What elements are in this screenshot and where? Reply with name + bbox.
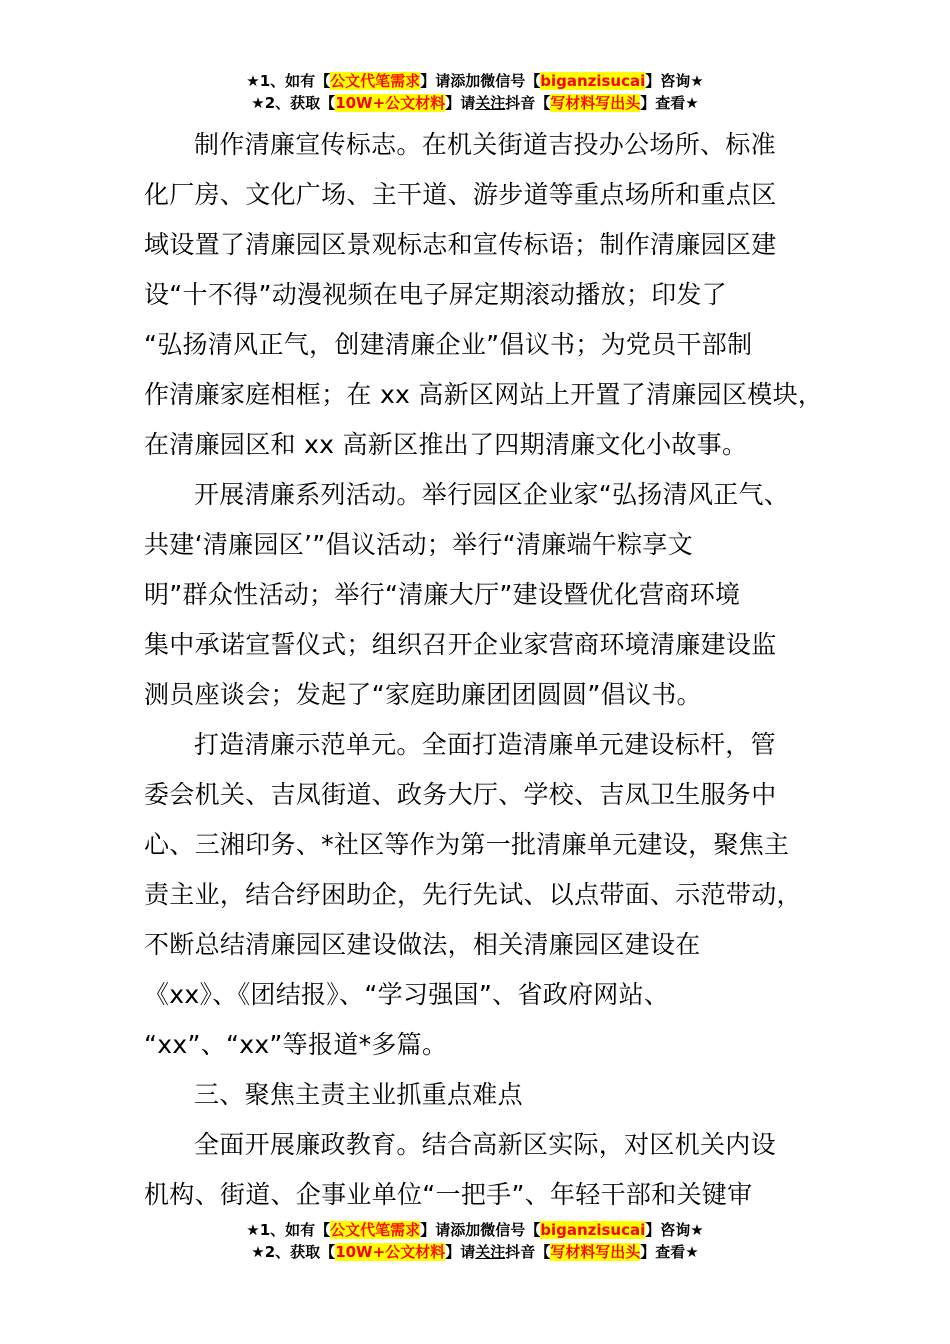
banner-highlight: 10W+公文材料 xyxy=(335,94,446,112)
paragraph-line: 《xx》、《团结报》、“学习强国”、省政府网站、 xyxy=(144,980,670,1009)
paragraph-line: 责主业，结合纾困助企，先行先试、以点带面、示范带动， xyxy=(144,880,802,909)
paragraph-line: 不断总结清廉园区建设做法，相关清廉园区建设在 xyxy=(144,930,701,959)
banner-highlight: 公文代笔需求 xyxy=(330,1221,421,1239)
douyin-id-highlight: 写材料写出头 xyxy=(550,1243,641,1261)
banner-highlight: 10W+公文材料 xyxy=(335,1243,446,1261)
paragraph-line: 机构、街道、企事业单位“一把手”、年轻干部和关键审 xyxy=(144,1180,753,1209)
banner-text: 】查看★ xyxy=(640,1243,699,1261)
banner-text: 】咨询★ xyxy=(645,1221,704,1239)
banner-text: 】请添加微信号【 xyxy=(420,72,541,90)
paragraph-line: 打造清廉示范单元。全面打造清廉单元建设标杆，管 xyxy=(194,730,776,759)
banner-underlined-text: 关注 xyxy=(475,94,506,112)
banner-text: 】请添加微信号【 xyxy=(420,1221,541,1239)
banner-text: 】咨询★ xyxy=(645,72,704,90)
paragraph-line: 域设置了清廉园区景观标志和宣传标语；制作清廉园区建 xyxy=(144,230,777,259)
paragraph-line: 测员座谈会；发起了“家庭助廉团团圆圆”倡议书。 xyxy=(144,680,702,709)
banner-text: ★2、获取【 xyxy=(251,1243,336,1261)
paragraph-line: 开展清廉系列活动。举行园区企业家“弘扬清风正气、 xyxy=(194,480,790,509)
banner-line-2 xyxy=(0,92,950,114)
paragraph-line: 全面开展廉政教育。结合高新区实际，对区机关内设 xyxy=(194,1130,776,1159)
banner-text: 】请 xyxy=(445,1243,476,1261)
document-body xyxy=(144,120,824,1220)
paragraph-line: 心、三湘印务、*社区等作为第一批清廉单元建设，聚焦主 xyxy=(144,830,790,859)
paragraph-line: 在清廉园区和 xx 高新区推出了四期清廉文化小故事。 xyxy=(144,430,748,459)
banner-line-1 xyxy=(0,70,950,92)
banner-highlight: 公文代笔需求 xyxy=(330,72,421,90)
banner-line-2 xyxy=(0,1241,950,1263)
top-banner xyxy=(0,70,950,114)
paragraph-line: 制作清廉宣传标志。在机关街道吉投办公场所、标准 xyxy=(194,130,776,159)
paragraph-line: 共建‘清廉园区’”倡议活动；举行“清廉端午粽享文 xyxy=(144,530,693,559)
banner-text: 抖音【 xyxy=(505,1243,551,1261)
paragraph-line: 作清廉家庭相框；在 xx 高新区网站上开置了清廉园区模块， xyxy=(144,380,824,409)
banner-text: ★2、获取【 xyxy=(251,94,336,112)
banner-text: 抖音【 xyxy=(505,94,551,112)
banner-underlined-text: 关注 xyxy=(475,1243,506,1261)
banner-text: 】请 xyxy=(445,94,476,112)
douyin-id-highlight: 写材料写出头 xyxy=(550,94,641,112)
wechat-id-highlight: biganzisucai xyxy=(540,1221,646,1239)
paragraph-line: 设“十不得”动漫视频在电子屏定期滚动播放；印发了 xyxy=(144,280,728,309)
section-heading: 三、聚焦主责主业抓重点难点 xyxy=(194,1080,523,1109)
paragraph-line: 集中承诺宣誓仪式；组织召开企业家营商环境清廉建设监 xyxy=(144,630,777,659)
banner-text: ★1、如有【 xyxy=(246,72,331,90)
bottom-banner xyxy=(0,1219,950,1263)
paragraph-line: 委会机关、吉凤街道、政务大厅、学校、吉凤卫生服务中 xyxy=(144,780,777,809)
paragraph-line: “xx”、“xx”等报道*多篇。 xyxy=(144,1030,448,1059)
paragraph-line: 明”群众性活动；举行“清廉大厅”建设暨优化营商环境 xyxy=(144,580,741,609)
banner-text: ★1、如有【 xyxy=(246,1221,331,1239)
paragraph-line: “弘扬清风正气，创建清廉企业”倡议书；为党员干部制 xyxy=(144,330,753,359)
wechat-id-highlight: biganzisucai xyxy=(540,72,646,90)
paragraph-line: 化厂房、文化广场、主干道、游步道等重点场所和重点区 xyxy=(144,180,777,209)
banner-line-1 xyxy=(0,1219,950,1241)
banner-text: 】查看★ xyxy=(640,94,699,112)
